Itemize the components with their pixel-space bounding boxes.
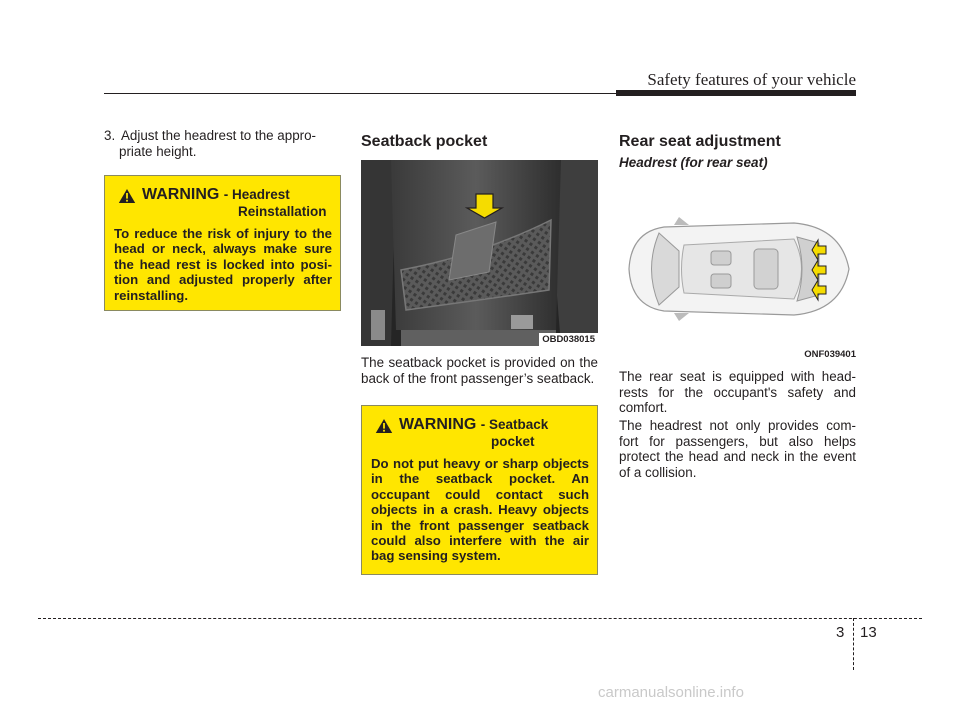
rear-headrest-description-1: The rear seat is equipped with head- rests for the occupant's safety and comfort. [619, 369, 856, 416]
warning-header [371, 416, 589, 449]
section-title: Safety features of your vehicle [647, 70, 856, 89]
warning-subject-2: pocket [491, 434, 535, 449]
warning-subject-2: Reinstallation [238, 204, 327, 219]
warning-triangle-icon [375, 418, 393, 434]
image-code-obd: OBD038015 [539, 333, 598, 346]
car-top-view [619, 177, 856, 360]
warning-seatback-pocket-box [361, 405, 598, 575]
seatback-pocket-illustration [361, 160, 598, 346]
warning-word: WARNING [399, 416, 477, 433]
seatback-pocket-heading: Seatback pocket [361, 133, 488, 150]
page-number-divider [853, 618, 854, 670]
watermark: carmanualsonline.info [598, 684, 744, 701]
chapter-number: 3 [836, 624, 845, 641]
header-rule [104, 93, 616, 94]
seatback-pocket-photo [361, 160, 598, 346]
step-line-2: priate height. [119, 143, 197, 159]
warning-body: Do not put heavy or sharp objects in the seatback pocket. An occupant could contact such objects in a crash. Heavy objects in the front passenger seatback could also interfere with the air bag sensing system. [371, 456, 589, 564]
warning-word: WARNING [142, 186, 220, 203]
footer-rule [38, 618, 922, 619]
step-number: 3. [104, 128, 116, 143]
warning-subject: - Seatback [480, 417, 549, 432]
header-rule-thick [616, 90, 856, 96]
warning-header [114, 186, 332, 219]
image-code-onf: ONF039401 [804, 349, 856, 360]
seatback-pocket-description: The seatback pocket is provided on the back of the front passenger’s seatback. [361, 355, 598, 386]
warning-subject: - Headrest [223, 187, 290, 202]
rear-headrest-description-2: The headrest not only provides com- fort for passengers, but also helps protect the head and neck in the event of a collision. [619, 418, 856, 480]
headrest-rear-subheading: Headrest (for rear seat) [619, 155, 768, 170]
step-line-1: Adjust the headrest to the appro- [120, 128, 317, 143]
warning-body: To reduce the risk of injury to the head or neck, always make sure the head rest is locked into posi- tion and adjusted properly after reinstalling. [114, 226, 332, 303]
warning-triangle-icon [118, 188, 136, 204]
rear-seat-adjustment-heading: Rear seat adjustment [619, 133, 781, 150]
rear-headrest-car-illustration [619, 177, 856, 360]
warning-headrest-box [104, 175, 341, 311]
step-3-text [104, 128, 340, 159]
page-number: 13 [860, 624, 877, 641]
